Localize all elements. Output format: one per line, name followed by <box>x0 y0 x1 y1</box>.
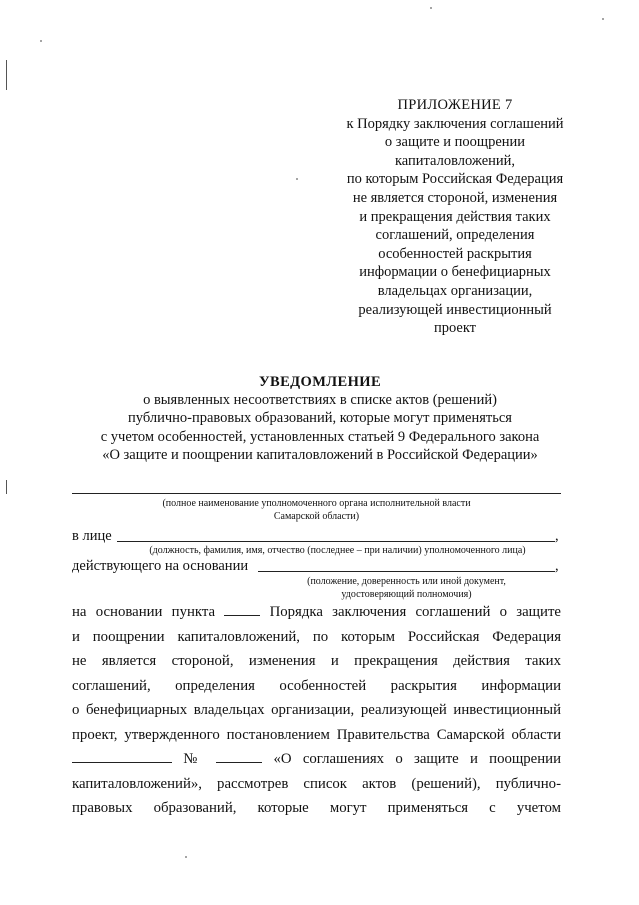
appendix-line: не является стороной, изменения <box>352 189 558 206</box>
scan-speck <box>430 7 432 9</box>
body-line: правовых образований, которые могут применяться с учетом <box>72 800 561 816</box>
body-text: «О соглашениях о защите и поощрении <box>273 751 561 767</box>
clause-number-field[interactable] <box>224 601 260 616</box>
number-sign: № <box>183 751 205 767</box>
scan-speck <box>40 40 42 42</box>
heading-line: «О защите и поощрении капиталовложений в Российской Федерации» <box>102 446 538 463</box>
body-line <box>72 747 561 772</box>
appendix-title: ПРИЛОЖЕНИЕ 7 <box>397 97 513 113</box>
scan-speck <box>602 18 604 20</box>
appendix-line: о защите и поощрении <box>384 134 526 151</box>
appendix-line: капиталовложений, <box>394 152 516 169</box>
person-caption: (должность, фамилия, имя, отчество (последнее – при наличии) уполномоченного лица) <box>149 545 526 556</box>
authority-caption-line: (полное наименование уполномоченного органа исполнительной власти <box>162 498 471 509</box>
heading-line: о выявленных несоответствиях в списке актов (решений) <box>143 392 497 409</box>
in-person-label: в лице <box>72 528 112 544</box>
basis-field[interactable] <box>258 571 555 572</box>
heading-line: с учетом особенностей, установленных статьей 9 Федерального закона <box>100 428 540 445</box>
appendix-line: по которым Российская Федерация <box>346 171 564 188</box>
scan-speck <box>185 856 187 858</box>
person-field[interactable] <box>117 541 555 542</box>
appendix-line: владельцах организации, <box>377 282 533 299</box>
body-line: соглашений, определения особенностей раскрытия информации <box>72 677 561 694</box>
appendix-line: особенностей раскрытия <box>378 245 532 262</box>
body-line: и поощрении капиталовложений, по которым Российская Федерация <box>72 628 561 645</box>
scan-edge-mark <box>6 480 7 494</box>
appendix-line: к Порядку заключения соглашений <box>346 115 564 132</box>
body-text: на основании пункта <box>72 604 216 620</box>
body-line: проект, утвержденного постановлением Правительства Самарской области <box>72 726 561 743</box>
appendix-line: реализующей инвестиционный <box>358 301 552 318</box>
body-line: капиталовложений», рассмотрев список актов (решений), публично- <box>72 775 561 792</box>
basis-caption-line: удостоверяющий полномочия) <box>341 589 472 600</box>
appendix-line: проект <box>433 320 477 337</box>
body-paragraph <box>72 600 561 821</box>
appendix-header <box>320 96 590 338</box>
authority-caption-line: Самарской области) <box>273 511 360 522</box>
appendix-line: и прекращения действия таких <box>359 208 551 225</box>
body-line: не является стороной, изменения и прекращения действия таких <box>72 653 561 669</box>
acting-basis-label: действующего на основании <box>72 558 249 574</box>
basis-caption-line: (положение, доверенность или иной документ, <box>307 576 506 587</box>
appendix-line: соглашений, определения <box>375 227 535 244</box>
comma: , <box>555 558 559 574</box>
scan-edge-mark <box>6 60 7 90</box>
comma: , <box>555 528 559 544</box>
body-line <box>72 600 561 625</box>
appendix-line: информации о бенефициарных <box>359 264 551 281</box>
resolution-date-field[interactable] <box>72 748 172 763</box>
notification-heading <box>60 373 580 464</box>
resolution-number-field[interactable] <box>216 748 262 763</box>
authority-name-field[interactable] <box>72 493 561 494</box>
notification-title: УВЕДОМЛЕНИЕ <box>258 374 382 390</box>
authority-caption <box>72 497 561 523</box>
basis-caption <box>258 575 555 601</box>
body-line: о бенефициарных владельцах организации, реализующей инвестиционный <box>72 702 561 718</box>
heading-line: публично-правовых образований, которые могут применяться <box>128 410 512 427</box>
body-text: Порядка заключения соглашений о защите <box>269 604 561 620</box>
scan-speck <box>296 178 298 180</box>
